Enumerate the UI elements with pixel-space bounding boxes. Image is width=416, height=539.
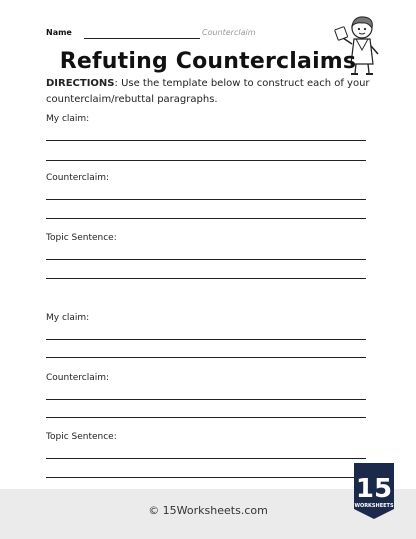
writing-line [46, 477, 366, 478]
name-label: Name [46, 28, 72, 37]
writing-line [46, 357, 366, 358]
writing-line [46, 160, 366, 161]
writing-line [46, 259, 366, 260]
directions-text [46, 76, 376, 108]
writing-line [46, 417, 366, 418]
section-label-my-claim: My claim: [46, 114, 90, 124]
section-label-topic-sentence: Topic Sentence: [46, 432, 117, 442]
writing-line [46, 199, 366, 200]
copyright-text: © 15Worksheets.com [148, 504, 268, 517]
writing-line [46, 278, 366, 279]
badge-number: 15 [355, 474, 393, 504]
worksheet-header [46, 28, 376, 42]
page-title: Refuting Counterclaims [59, 49, 357, 74]
writing-line [46, 399, 366, 400]
worksheets-logo-badge [352, 461, 396, 521]
section-label-topic-sentence: Topic Sentence: [46, 233, 117, 243]
directions-lead: DIRECTIONS [46, 78, 115, 89]
section-label-my-claim: My claim: [46, 313, 90, 323]
section-label-counterclaim: Counterclaim: [46, 373, 110, 383]
directions-body: : Use the template below to construct each of your counterclaim/rebuttal paragraphs. [46, 78, 370, 105]
topic-label: Counterclaim [202, 28, 256, 37]
writing-line [46, 458, 366, 459]
name-line [84, 38, 200, 39]
writing-line [46, 140, 366, 141]
section-label-counterclaim: Counterclaim: [46, 173, 110, 183]
writing-line [46, 218, 366, 219]
writing-line [46, 339, 366, 340]
badge-word: WORKSHEETS [354, 503, 394, 509]
